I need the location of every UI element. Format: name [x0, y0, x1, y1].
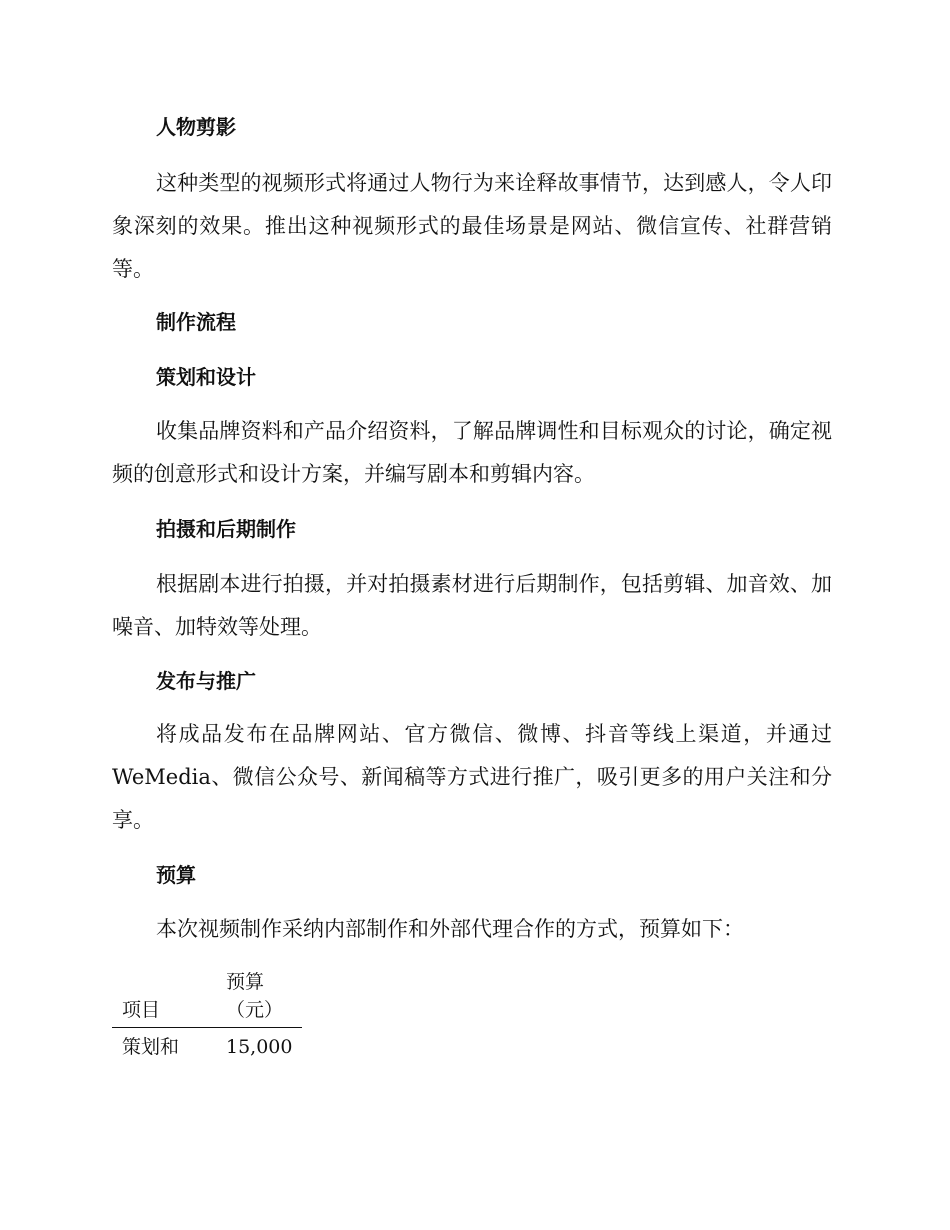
section-heading-release-promotion: 发布与推广 [156, 669, 256, 693]
paragraph-budget-intro: 本次视频制作采纳内部制作和外部代理合作的方式，预算如下： [156, 917, 744, 941]
table-cell-item: 策划和 [122, 1036, 180, 1058]
section-heading-planning-design: 策划和设计 [156, 365, 256, 389]
paragraph-planning-design: 收集品牌资料和产品介绍资料，了解品牌调性和目标观众的讨论，确定视频的创意形式和设计方案，并编写剧本和剪辑内容。 [112, 419, 832, 486]
table-header-row [112, 968, 302, 1028]
section-heading-silhouette: 人物剪影 [156, 115, 236, 139]
table-row [112, 1028, 302, 1062]
table-header-item: 项目 [112, 968, 216, 1028]
paragraph-release-promotion: 将成品发布在品牌网站、官方微信、微博、抖音等线上渠道，并通过WeMedia、微信公众号、新闻稿等方式进行推广，吸引更多的用户关注和分享。 [112, 722, 832, 832]
section-heading-production-process: 制作流程 [156, 310, 236, 334]
table-cell-budget: 15,000 [226, 1036, 293, 1058]
paragraph-shooting-post: 根据剧本进行拍摄，并对拍摄素材进行后期制作，包括剪辑、加音效、加噪音、加特效等处理。 [112, 572, 832, 639]
section-heading-shooting-post: 拍摄和后期制作 [156, 517, 296, 541]
paragraph-silhouette-description: 这种类型的视频形式将通过人物行为来诠释故事情节，达到感人，令人印象深刻的效果。推出这种视频形式的最佳场景是网站、微信宣传、社群营销等。 [112, 171, 832, 281]
budget-table [112, 968, 302, 1061]
table-header-budget: 预算（元） [216, 968, 302, 1028]
section-heading-budget: 预算 [156, 863, 196, 887]
